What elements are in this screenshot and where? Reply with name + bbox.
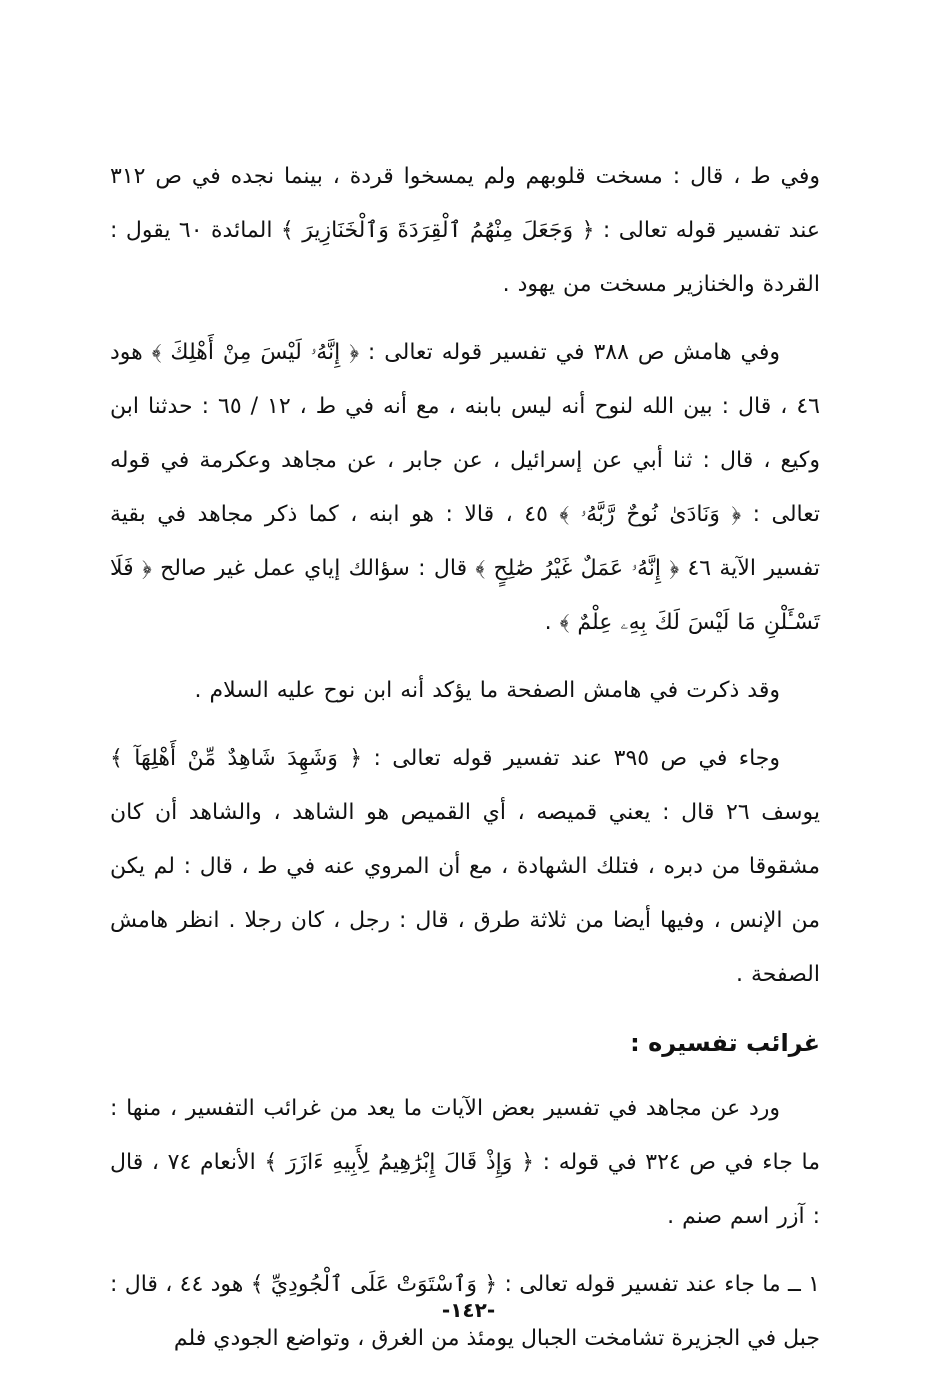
paragraph-nuh-son: وفي هامش ص ٣٨٨ في تفسير قوله تعالى : ﴿ إِنَّهُۥ لَيْسَ مِنْ أَهْلِكَ ﴾ هود ٤٦ ، قال : بين الله لنوح أنه ليس بابنه ، مع أنه في ط ، ١٢ / ٦٥ : حدثنا ابن وكيع ، قال : ثنا أبي عن إسرائيل ، عن جابر ، عن مجاهد وعكرمة في قوله تعالى : ﴿ وَنَادَىٰ نُوحٌ رَّبَّهُۥ ﴾ ٤٥ ، قالا : هو ابنه ، كما ذكر مجاهد في بقية تفسير الآية ٤٦ ﴿ إِنَّهُۥ عَمَلٌ غَيْرُ صَٰلِحٍ ﴾ قال : سؤالك إياي عمل غير صالح ﴿ فَلَا تَسْـَٔلْنِ مَا لَيْسَ لَكَ بِهِۦ عِلْمٌ ﴾ . bbox=[110, 340, 821, 635]
paragraph-azar: ورد عن مجاهد في تفسير بعض الآيات ما يعد من غرائب التفسير ، منها : ما جاء في ص ٣٢٤ في قوله : ﴿ وَإِذْ قَالَ إِبْرَٰهِيمُ لِأَبِيهِ ءَازَرَ ﴾ الأنعام ٧٤ ، قال : آزر اسم صنم . bbox=[110, 1096, 820, 1229]
paragraph-yusuf-witness: وجاء في ص ٣٩٥ عند تفسير قوله تعالى : ﴿ وَشَهِدَ شَاهِدٌ مِّنْ أَهْلِهَآ ﴾ يوسف ٢٦ قال : يعني قميصه ، أي القميص هو الشاهد ، والشاهد أن كان مشقوقا من دبره ، فتلك الشهادة ، مع أن المروي عنه في ط ، قال : لم يكن من الإنس ، وفيها أيضا من ثلاثة طرق ، قال : رجل ، كان رجلا . انظر هامش الصفحة . bbox=[110, 746, 820, 987]
paragraph-qirada: وفي ط ، قال : مسخت قلوبهم ولم يمسخوا قردة ، بينما نجده في ص ٣١٢ عند تفسير قوله تعالى : ﴿ وَجَعَلَ مِنْهُمُ ٱلْقِرَدَةَ وَٱلْخَنَازِيرَ ﴾ المائدة ٦٠ يقول : القردة والخنازير مسخت من يهود . bbox=[110, 164, 820, 297]
section-heading: غرائب تفسيره : bbox=[630, 1029, 820, 1057]
list-item-judi: ١ ــ ما جاء عند تفسير قوله تعالى : ﴿ وَٱسْتَوَتْ عَلَى ٱلْجُودِيِّ ﴾ هود ٤٤ ، قال : جبل في الجزيرة تشامخت الجبال يومئذ من الغرق ، وتواضع الجودي فلم bbox=[110, 1272, 820, 1351]
paragraph-margin-note: وقد ذكرت في هامش الصفحة ما يؤكد أنه ابن نوح عليه السلام . bbox=[194, 678, 780, 703]
page-number: -١٤٢- bbox=[441, 1298, 496, 1322]
